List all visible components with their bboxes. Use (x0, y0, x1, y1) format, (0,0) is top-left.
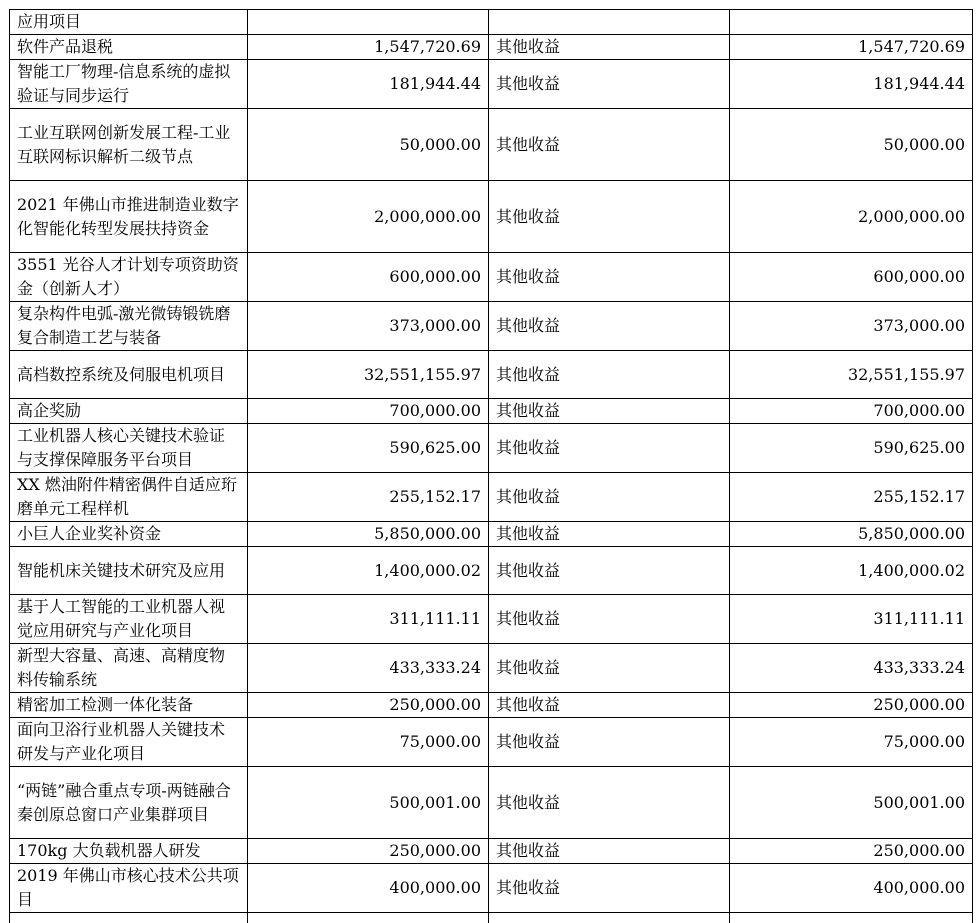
impact-amount-cell: 311,111.11 (730, 595, 973, 644)
table-body (10, 10, 973, 923)
category-cell: 其他收益 (489, 351, 730, 399)
table-row (10, 522, 973, 547)
empty-cell (730, 10, 973, 35)
category-cell: 其他收益 (489, 547, 730, 595)
amount-cell: 311,111.11 (248, 595, 489, 644)
project-name-cell: 工业互联网创新发展工程-工业互联网标识解析二级节点 (10, 109, 248, 181)
amount-cell: 5,850,000.00 (248, 522, 489, 547)
impact-amount-cell: 75,000.00 (730, 718, 973, 767)
amount-cell: 2,000,000.00 (248, 181, 489, 253)
amount-cell: 50,000.00 (248, 109, 489, 181)
project-name-cell: 面向卫浴行业机器人关键技术研发与产业化项目 (10, 718, 248, 767)
empty-cell (489, 913, 730, 923)
impact-amount-cell: 1,400,000.02 (730, 547, 973, 595)
impact-amount-cell: 250,000.00 (730, 839, 973, 864)
empty-cell (248, 913, 489, 923)
project-name-cell: 智能工厂物理-信息系统的虚拟验证与同步运行 (10, 60, 248, 109)
category-cell: 其他收益 (489, 60, 730, 109)
project-name-cell: 3551 光谷人才计划专项资助资金（创新人才） (10, 253, 248, 302)
table-row (10, 399, 973, 424)
category-cell: 其他收益 (489, 693, 730, 718)
category-cell: 其他收益 (489, 253, 730, 302)
table-row (10, 109, 973, 181)
truncated-row (10, 913, 973, 923)
project-name-cell: 工业机器人核心关键技术验证与支撑保障服务平台项目 (10, 424, 248, 473)
impact-amount-cell: 590,625.00 (730, 424, 973, 473)
amount-cell: 433,333.24 (248, 644, 489, 693)
project-name-cell: 170kg 大负载机器人研发 (10, 839, 248, 864)
impact-amount-cell: 1,547,720.69 (730, 35, 973, 60)
project-name-cell: 高企奖励 (10, 399, 248, 424)
table-row (10, 60, 973, 109)
table-row (10, 302, 973, 351)
project-name-cell: 复杂构件电弧-激光微铸锻铣磨复合制造工艺与装备 (10, 302, 248, 351)
table-row (10, 253, 973, 302)
project-name-cell: 基于人工智能的工业机器人视觉应用研究与产业化项目 (10, 595, 248, 644)
project-name-cell: 新型大容量、高速、高精度物料传输系统 (10, 644, 248, 693)
table-row (10, 595, 973, 644)
section-title: 应用项目 (10, 10, 248, 35)
category-cell: 其他收益 (489, 424, 730, 473)
amount-cell: 590,625.00 (248, 424, 489, 473)
table-row (10, 351, 973, 399)
impact-amount-cell: 2,000,000.00 (730, 181, 973, 253)
table-row (10, 718, 973, 767)
amount-cell: 1,547,720.69 (248, 35, 489, 60)
category-cell: 其他收益 (489, 839, 730, 864)
table-row (10, 767, 973, 839)
category-cell: 其他收益 (489, 522, 730, 547)
category-cell: 其他收益 (489, 644, 730, 693)
amount-cell: 600,000.00 (248, 253, 489, 302)
project-name-cell: 2019 年佛山市核心技术公共项目 (10, 864, 248, 913)
category-cell: 其他收益 (489, 399, 730, 424)
amount-cell: 75,000.00 (248, 718, 489, 767)
table-row (10, 644, 973, 693)
project-name-cell: 2021 年佛山市推进制造业数字化智能化转型发展扶持资金 (10, 181, 248, 253)
category-cell: 其他收益 (489, 181, 730, 253)
impact-amount-cell: 250,000.00 (730, 693, 973, 718)
impact-amount-cell: 400,000.00 (730, 864, 973, 913)
impact-amount-cell: 700,000.00 (730, 399, 973, 424)
category-cell: 其他收益 (489, 864, 730, 913)
amount-cell: 250,000.00 (248, 839, 489, 864)
amount-cell: 500,001.00 (248, 767, 489, 839)
empty-cell (10, 913, 248, 923)
impact-amount-cell: 373,000.00 (730, 302, 973, 351)
table-row (10, 181, 973, 253)
amount-cell: 32,551,155.97 (248, 351, 489, 399)
impact-amount-cell: 255,152.17 (730, 473, 973, 522)
amount-cell: 400,000.00 (248, 864, 489, 913)
category-cell: 其他收益 (489, 302, 730, 351)
amount-cell: 1,400,000.02 (248, 547, 489, 595)
amount-cell: 181,944.44 (248, 60, 489, 109)
impact-amount-cell: 5,850,000.00 (730, 522, 973, 547)
impact-amount-cell: 181,944.44 (730, 60, 973, 109)
table-row (10, 473, 973, 522)
category-cell: 其他收益 (489, 473, 730, 522)
empty-cell (730, 913, 973, 923)
government-grants-table (9, 9, 973, 923)
section-header-row (10, 10, 973, 35)
impact-amount-cell: 600,000.00 (730, 253, 973, 302)
project-name-cell: 高档数控系统及伺服电机项目 (10, 351, 248, 399)
table-row (10, 693, 973, 718)
project-name-cell: 智能机床关键技术研究及应用 (10, 547, 248, 595)
impact-amount-cell: 32,551,155.97 (730, 351, 973, 399)
amount-cell: 373,000.00 (248, 302, 489, 351)
project-name-cell: 软件产品退税 (10, 35, 248, 60)
amount-cell: 255,152.17 (248, 473, 489, 522)
empty-cell (248, 10, 489, 35)
category-cell: 其他收益 (489, 595, 730, 644)
empty-cell (489, 10, 730, 35)
table-row (10, 547, 973, 595)
category-cell: 其他收益 (489, 35, 730, 60)
table-row (10, 864, 973, 913)
table-row (10, 35, 973, 60)
table-row (10, 839, 973, 864)
impact-amount-cell: 433,333.24 (730, 644, 973, 693)
project-name-cell: 精密加工检测一体化装备 (10, 693, 248, 718)
amount-cell: 250,000.00 (248, 693, 489, 718)
impact-amount-cell: 50,000.00 (730, 109, 973, 181)
project-name-cell: 小巨人企业奖补资金 (10, 522, 248, 547)
category-cell: 其他收益 (489, 767, 730, 839)
amount-cell: 700,000.00 (248, 399, 489, 424)
impact-amount-cell: 500,001.00 (730, 767, 973, 839)
category-cell: 其他收益 (489, 718, 730, 767)
category-cell: 其他收益 (489, 109, 730, 181)
table-row (10, 424, 973, 473)
project-name-cell: “两链”融合重点专项-两链融合秦创原总窗口产业集群项目 (10, 767, 248, 839)
project-name-cell: XX 燃油附件精密偶件自适应珩磨单元工程样机 (10, 473, 248, 522)
